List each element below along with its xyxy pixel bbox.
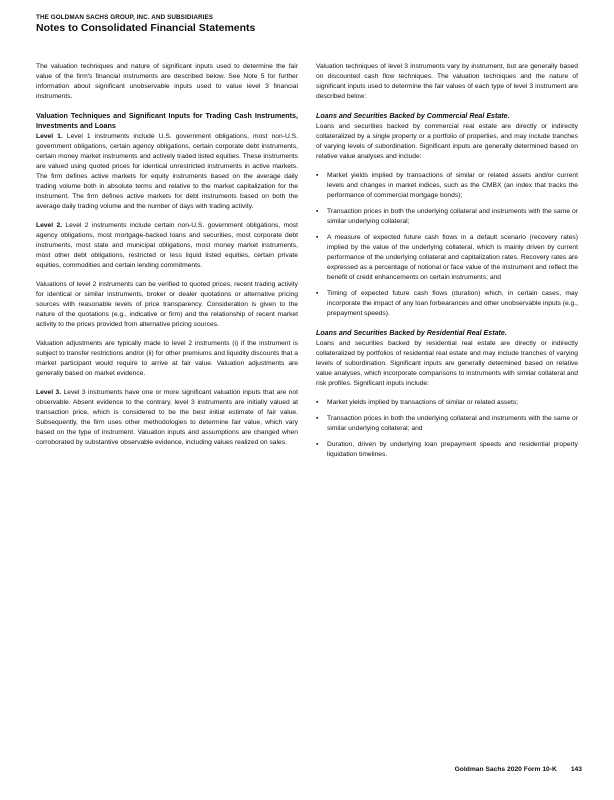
bullet-icon: ▪	[316, 208, 319, 215]
commercial-inputs-list	[316, 171, 578, 319]
intro-paragraph: The valuation techniques and nature of significant inputs used to determine the fair value of the firm's financial instruments are described below. See Note 5 for further information about significant unobservable inputs used to value level 3 financial instruments.	[36, 63, 298, 100]
residential-inputs-list	[316, 398, 578, 460]
level2-adjustments-paragraph: Valuation adjustments are typically made to level 2 instruments (i) if the instrument is subject to transfer restrictions and/or (ii) for other premiums and liquidity discounts that a market participant would require to arrive at fair value. Valuation adjustments are generally based on market evidence.	[36, 340, 298, 377]
commercial-real-estate-paragraph: Loans and securities backed by commercial real estate are directly or indirectly collateralized by a single property or a portfolio of properties, and may include tranches of varying levels of subordination. Significant inputs are generally determined based on relative value analyses and include:	[316, 123, 578, 160]
list-item: ▪ Market yields implied by transactions of similar or related assets;	[316, 399, 519, 406]
list-item: ▪ Transaction prices in both the underlying collateral and instruments with the same or similar underlying collateral; and	[316, 415, 578, 432]
level3-intro-paragraph: Valuation techniques of level 3 instruments vary by instrument, but are generally based on discounted cash flow techniques. The valuation techniques and the nature of significant inputs used to determine the fair values of each type of level 3 instrument are described below:	[316, 63, 578, 100]
section-heading: Valuation Techniques and Significant Inputs for Trading Cash Instruments, Investments and Loans	[36, 111, 298, 130]
list-item: ▪ Timing of expected future cash flows (duration) which, in certain cases, may incorporate the impact of any loan forbearances and other unobservable inputs (e.g., prepayment speeds).	[316, 290, 578, 317]
company-name: THE GOLDMAN SACHS GROUP, INC. AND SUBSIDIARIES	[36, 14, 214, 21]
bullet-icon: ▪	[316, 234, 319, 241]
level3-paragraph	[36, 388, 298, 448]
page-number: 143	[570, 766, 582, 773]
residential-real-estate-paragraph: Loans and securities backed by residential real estate are directly or indirectly collateralized by portfolios of residential real estate and may include tranches of varying levels of subordination. Significant inputs are generally determined based on relative value analyses, which incorporate comparisons to instruments with similar collateral and risk profiles. Significant inputs include:	[316, 340, 578, 387]
level1-paragraph	[36, 132, 298, 212]
level2-paragraph	[36, 221, 298, 271]
right-column	[316, 62, 578, 469]
level2-text: Level 2 instruments include certain non-U.S. government obligations, most agency obligations, most mortgage-backed loans and securities, most corporate debt instruments, most state and municipal obligations, most money market instruments, most other debt obligations, restricted or less liquid listed equities, certain private equities, commodities and certain lending commitments.	[36, 222, 298, 269]
left-column	[36, 62, 298, 457]
page-header	[36, 14, 580, 35]
page-title: Notes to Consolidated Financial Statements	[36, 22, 256, 34]
residential-real-estate-heading: Loans and Securities Backed by Residential Real Estate.	[316, 329, 507, 337]
level1-text: Level 1 instruments include U.S. government obligations, most non-U.S. government obligations, certain agency obligations, certain corporate debt instruments, certain money market instruments and actively traded listed equities. These instruments are valued using quoted prices for identical unrestricted instruments in active markets. The firm defines active markets for equity instruments based on the average daily trading volume both in absolute terms and relative to the market capitalization for the instrument. The firm defines active markets for debt instruments based on both the average daily trading volume and the number of days with trading activity.	[36, 133, 298, 210]
bullet-icon: ▪	[316, 290, 319, 297]
list-item: ▪ Market yields implied by transactions of similar or related assets and/or current levels and changes in market indices, such as the CMBX (an index that tracks the performance of commercial mortgage bonds);	[316, 172, 578, 199]
bullet-icon: ▪	[316, 172, 319, 179]
level2-verification-paragraph: Valuations of level 2 instruments can be verified to quoted prices, recent trading activity for identical or similar instruments, broker or dealer quotations or alternative pricing sources with reasonable levels of price transparency. Consideration is given to the nature of the quotations (e.g., indicative or firm) and the relationship of recent market activity to the prices provided from alternative pricing sources.	[36, 281, 298, 328]
bullet-icon: ▪	[316, 399, 319, 406]
level1-label: Level 1.	[36, 133, 63, 140]
level2-label: Level 2.	[36, 222, 63, 229]
bullet-icon: ▪	[316, 441, 319, 448]
list-item: ▪ Transaction prices in both the underlying collateral and instruments with the same or similar underlying collateral;	[316, 208, 578, 225]
page-footer	[455, 766, 582, 773]
publication-name: Goldman Sachs 2020 Form 10-K	[454, 766, 557, 773]
commercial-real-estate-heading: Loans and Securities Backed by Commercial Real Estate.	[316, 112, 510, 120]
bullet-icon: ▪	[316, 415, 319, 422]
level3-label: Level 3.	[36, 389, 62, 396]
list-item: ▪ Duration, driven by underlying loan prepayment speeds and residential property liquidation timelines.	[316, 441, 578, 458]
level3-text: Level 3 instruments have one or more significant valuation inputs that are not observable. Absent evidence to the contrary, level 3 instruments are initially valued at transaction price, which is considered to be the best initial estimate of fair value. Subsequently, the firm uses other methodologies to determine fair value, which vary based on the type of instrument. Valuation inputs and assumptions are changed when corroborated by substantive observable evidence, including values realized on sales.	[36, 389, 298, 446]
list-item: ▪ A measure of expected future cash flows in a default scenario (recovery rates) implied by the value of the underlying collateral, which is mainly driven by current performance of the underlying collateral and capitalization rates. Recovery rates are expressed as a percentage of notional or face value of the instrument and reflect the benefit of credit enhancements on certain instruments; and	[316, 234, 578, 281]
